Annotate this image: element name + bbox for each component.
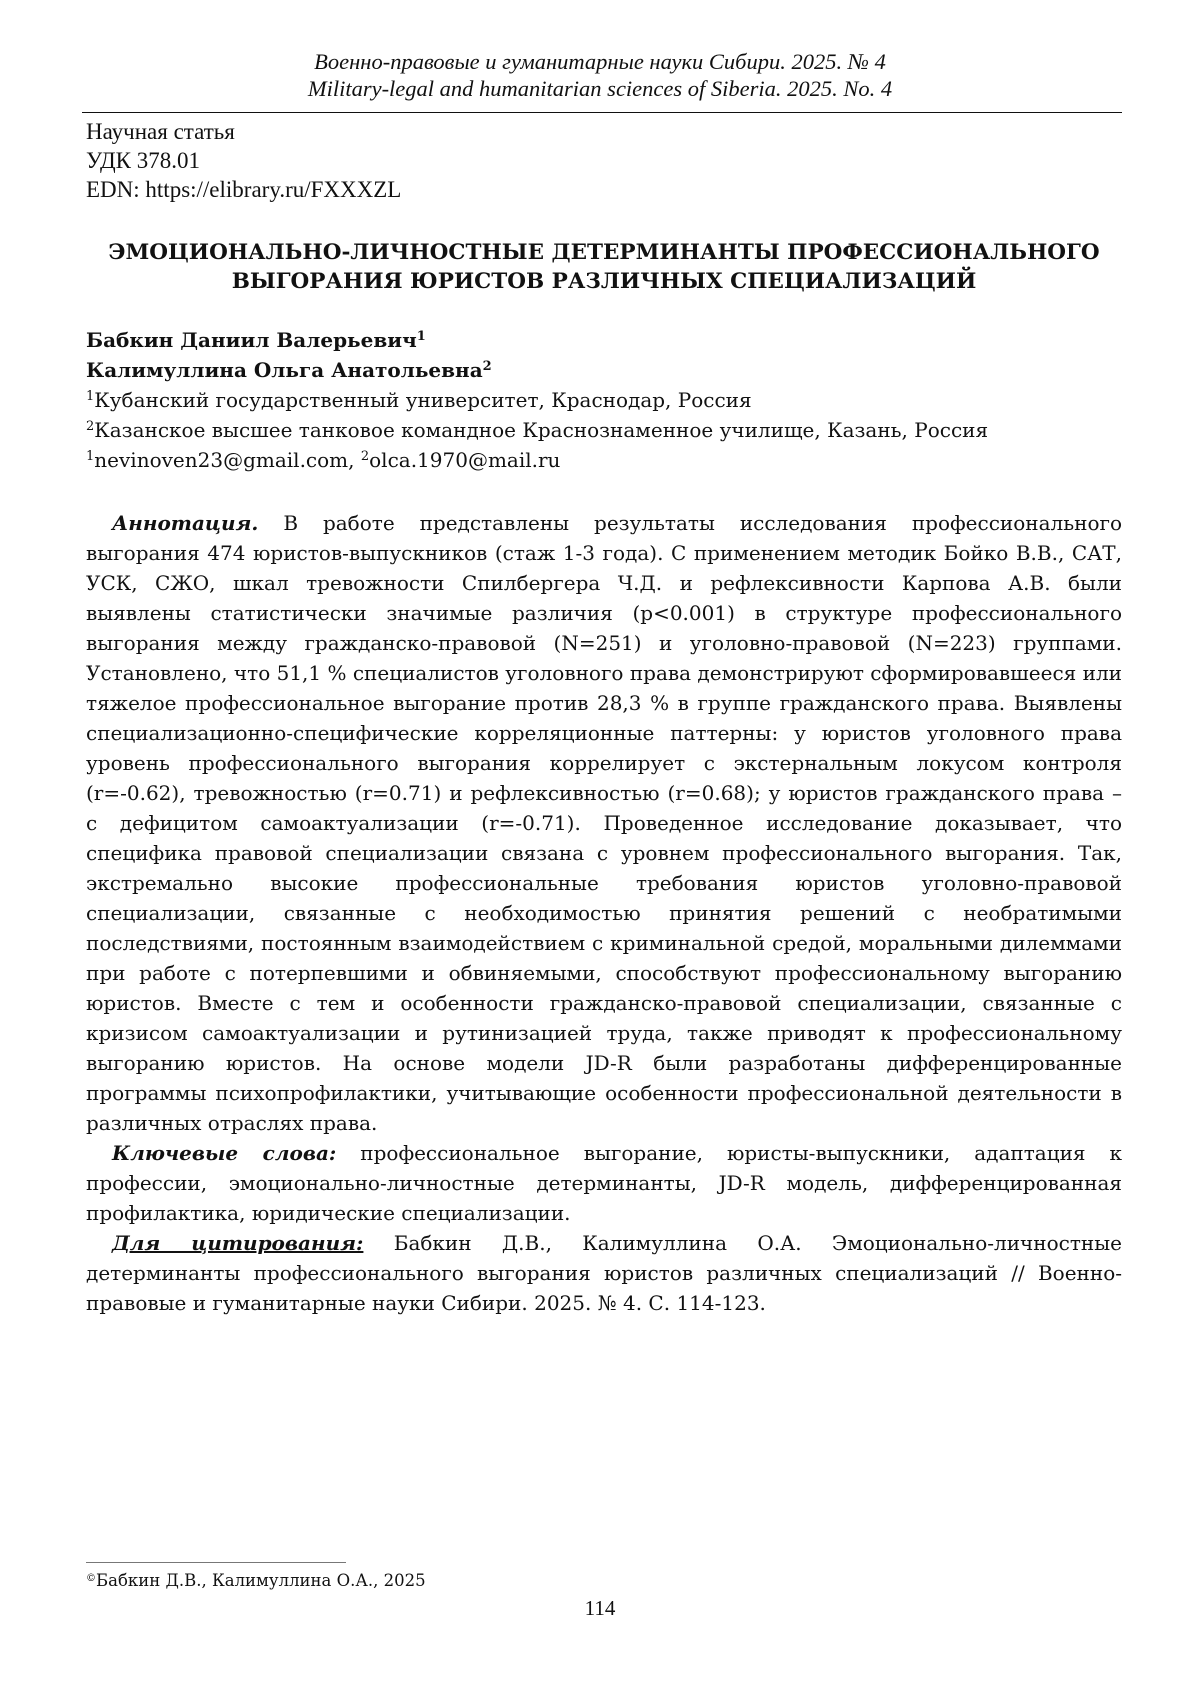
abstract-label: Аннотация. [112,511,259,535]
keywords-paragraph [86,1138,1122,1228]
affiliation-text: Казанское высшее танковое командное Краснознаменное училище, Казань, Россия [94,418,989,442]
article-meta [86,117,401,204]
email-2[interactable]: olca.1970@mail.ru [369,448,561,472]
affiliation-1 [86,385,988,415]
affiliation-mark: 1 [86,389,95,404]
email-mark: 2 [360,449,370,464]
citation-label: Для цитирования: [112,1231,364,1255]
author-1 [86,325,988,355]
running-header [0,48,1200,102]
article-title [86,238,1122,296]
citation-paragraph [86,1228,1122,1318]
author-name: Бабкин Даниил Валерьевич [86,328,417,352]
affiliation-mark: 2 [86,419,95,434]
title-line-2: ВЫГОРАНИЯ ЮРИСТОВ РАЗЛИЧНЫХ СПЕЦИАЛИЗАЦИЙ [231,269,977,294]
journal-title-en: Military-legal and humanitarian sciences of Siberia. 2025. No. 4 [307,76,893,101]
article-front-matter [86,508,1122,1318]
affiliation-2 [86,415,988,445]
email-1[interactable]: nevinoven23@gmail.com, [94,448,361,472]
keywords-label: Ключевые слова: [112,1141,337,1165]
affiliation-text: Кубанский государственный университет, Краснодар, Россия [94,388,752,412]
footnote-rule [86,1562,346,1563]
authors-block [86,325,988,475]
emails [86,445,988,475]
author-affiliation-mark: 1 [416,329,426,344]
copyright-mark: © [86,1573,96,1584]
author-2 [86,355,988,385]
copyright-text: Бабкин Д.В., Калимуллина О.А., 2025 [96,1571,426,1590]
keywords-text: профессиональное выгорание, юристы-выпускники, адаптация к профессии, эмоционально-личностные детерминанты, JD-R модель, дифференцированная профилактика, юридические специализации. [86,1141,1122,1225]
abstract-text: В работе представлены результаты исследования профессионального выгорания 474 юристов-выпускников (стаж 1-3 года). С применением методик Бойко В.В., САТ, УСК, СЖО, шкал тревожности Спилбергера Ч.Д. и рефлексивности Карпова А.В. были выявлены статистически значимые различия (p<0.001) в структуре профессионального выгорания между гражданско-правовой (N=251) и уголовно-правовой (N=223) группами. Установлено, что 51,1 % специалистов уголовного права демонстрируют сформировавшееся или тяжелое профессиональное выгорание против 28,3 % в группе гражданского права. Выявлены специализационно-специфические корреляционные паттерны: у юристов уголовного права уровень профессионального выгорания коррелирует с экстернальным локусом контроля (r=-0.62), тревожностью (r=0.71) и рефлексивностью (r=0.68); у юристов гражданского права – с дефицитом самоактуализации (r=-0.71). Проведенное исследование доказывает, что специфика правовой специализации связана с уровнем профессионального выгорания. Так, экстремально высокие профессиональные требования юристов уголовно-правовой специализации, связанные с необходимостью принятия решений с необратимыми последствиями, постоянным взаимодействием с криминальной средой, моральными дилеммами при работе с потерпевшими и обвиняемыми, способствуют профессиональному выгоранию юристов. Вместе с тем и особенности гражданско-правовой специализации, связанные с кризисом самоактуализации и рутинизацией труда, также приводят к профессиональному выгоранию юристов. На основе модели JD-R были разработаны дифференцированные программы психопрофилактики, учитывающие особенности профессиональной деятельности в различных отраслях права. [86,511,1122,1135]
author-affiliation-mark: 2 [482,359,492,374]
page-number: 114 [584,1596,616,1620]
article-type: Научная статья [86,119,235,144]
header-rule [82,112,1122,113]
abstract-paragraph [86,508,1122,1138]
copyright-footnote [86,1570,426,1592]
udk-code: УДК 378.01 [86,148,200,173]
author-name: Калимуллина Ольга Анатольевна [86,358,483,382]
email-mark: 1 [86,449,95,464]
citation-text: Бабкин Д.В., Калимуллина О.А. Эмоционально-личностные детерминанты профессионального выгорания юристов различных специализаций // Военно-правовые и гуманитарные науки Сибири. 2025. № 4. С. 114-123. [86,1231,1122,1315]
journal-title-ru: Военно-правовые и гуманитарные науки Сибири. 2025. № 4 [314,49,886,74]
title-line-1: ЭМОЦИОНАЛЬНО-ЛИЧНОСТНЫЕ ДЕТЕРМИНАНТЫ ПРОФЕССИОНАЛЬНОГО [108,240,1100,265]
edn-link[interactable]: EDN: https://elibrary.ru/FXXXZL [86,177,402,202]
